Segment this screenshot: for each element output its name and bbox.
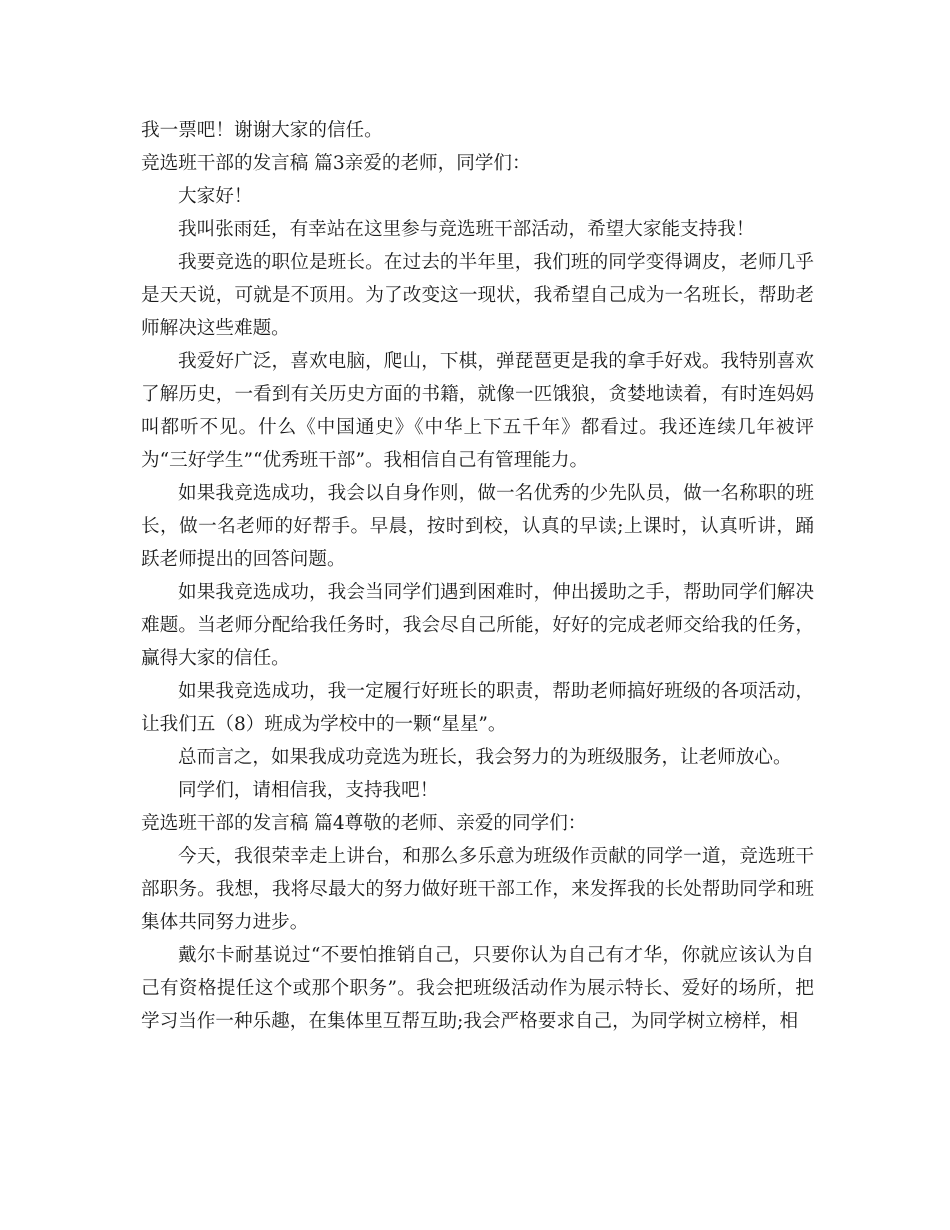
paragraph-promise-2: 如果我竞选成功，我会当同学们遇到困难时，伸出援助之手，帮助同学们解决难题。当老师分配给我任务时，我会尽自己所能，好好的完成老师交给我的任务，赢得大家的信任。 <box>141 582 814 669</box>
paragraph-appeal: 同学们，请相信我，支持我吧！ <box>178 780 439 801</box>
paragraph-hobbies: 我爱好广泛，喜欢电脑，爬山，下棋，弹琵琶更是我的拿手好戏。我特别喜欢了解历史，一看到有关历史方面的书籍，就像一匹饿狼，贪婪地读着，有时连妈妈叫都听不见。什么《中国通史》《中华上下五千年》都看过。我还连续几年被评为“三好学生”“优秀班干部”。我相信自己有管理能力。 <box>141 351 814 471</box>
paragraph-intro: 我叫张雨廷，有幸站在这里参与竞选班干部活动，希望大家能支持我！ <box>178 219 755 240</box>
paragraph-summary: 总而言之，如果我成功竞选为班长，我会努力的为班级服务，让老师放心。 <box>178 747 792 768</box>
document-body <box>141 114 814 1038</box>
paragraph-position: 我要竞选的职位是班长。在过去的半年里，我们班的同学变得调皮，老师几乎是天天说，可就是不顶用。为了改变这一现状，我希望自己成为一名班长，帮助老师解决这些难题。 <box>141 252 814 339</box>
paragraph-promise-1: 如果我竞选成功，我会以自身作则，做一名优秀的少先队员，做一名称职的班长，做一名老师的好帮手。早晨，按时到校，认真的早读;上课时，认真听讲，踊跃老师提出的回答问题。 <box>141 483 814 570</box>
paragraph-quote: 戴尔卡耐基说过“不要怕推销自己，只要你认为自己有才华，你就应该认为自己有资格提任这个或那个职务”。我会把班级活动作为展示特长、爱好的场所，把学习当作一种乐趣，在集体里互帮互助;我会严格要求自己，为同学树立榜样，相 <box>141 945 814 1032</box>
paragraph-closing-line: 我一票吧！谢谢大家的信任。 <box>141 120 383 141</box>
paragraph-greeting: 大家好！ <box>178 186 253 207</box>
section-heading-4: 竞选班干部的发言稿 篇4尊敬的老师、亲爱的同学们： <box>141 813 587 834</box>
paragraph-promise-3: 如果我竞选成功，我一定履行好班长的职责，帮助老师搞好班级的各项活动，让我们五（8）班成为学校中的一颗“星星”。 <box>141 681 814 735</box>
section-heading-3: 竞选班干部的发言稿 篇3亲爱的老师，同学们： <box>141 153 531 174</box>
paragraph-today: 今天，我很荣幸走上讲台，和那么多乐意为班级作贡献的同学一道，竞选班干部职务。我想，我将尽最大的努力做好班干部工作，来发挥我的长处帮助同学和班集体共同努力进步。 <box>141 846 814 933</box>
